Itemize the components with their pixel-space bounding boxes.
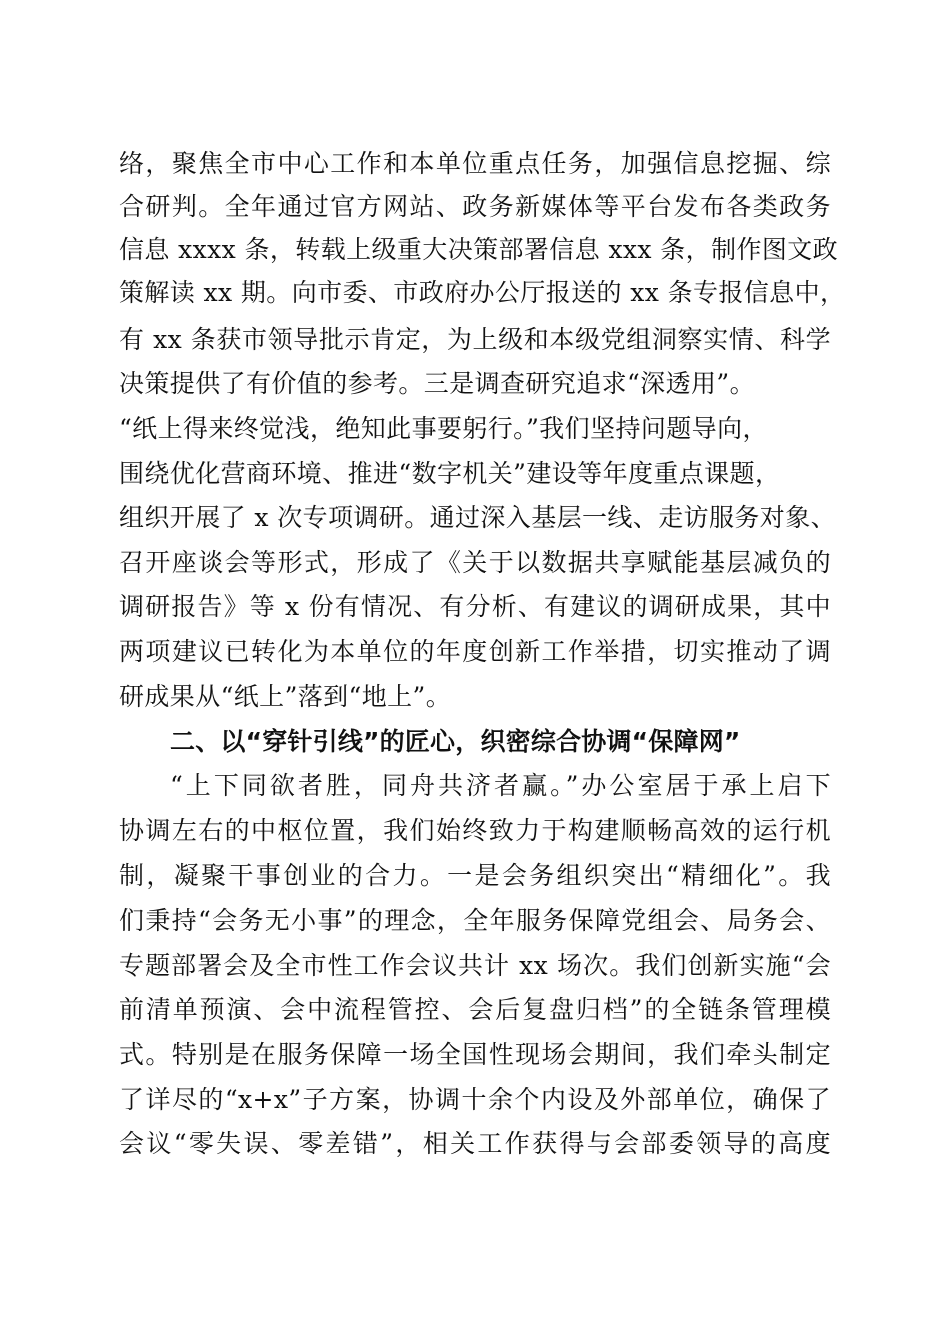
para1-line-11: 调研报告》等 x 份有情况、有分析、有建议的调研成果，其中: [119, 592, 831, 621]
para1-line-2: 合研判。全年通过官方网站、政务新媒体等平台发布各类政务: [119, 192, 831, 221]
para2-line-4: 们秉持“会务无小事”的理念，全年服务保障党组会、局务会、: [119, 906, 831, 935]
para1-line-10: 召开座谈会等形式，形成了《关于以数据共享赋能基层减负的: [119, 548, 831, 577]
para1-line-3: 信息 xxxx 条，转载上级重大决策部署信息 xxx 条，制作图文政: [119, 235, 839, 264]
para1-line-7: “纸上得来终觉浅，绝知此事要躬行。”我们坚持问题导向，: [119, 414, 768, 443]
para2-line-8: 了详尽的“x+x”子方案，协调十余个内设及外部单位，确保了: [119, 1085, 831, 1114]
para2-line-1: “上下同欲者胜，同舟共济者赢。”办公室居于承上启下: [170, 771, 831, 800]
para1-line-8: 围绕优化营商环境、推进“数字机关”建设等年度重点课题，: [119, 459, 781, 488]
para2-line-9: 会议“零失误、零差错”，相关工作获得与会部委领导的高度: [119, 1129, 831, 1158]
para2-line-5: 专题部署会及全市性工作会议共计 xx 场次。我们创新实施“会: [119, 951, 831, 980]
para1-line-9: 组织开展了 x 次专项调研。通过深入基层一线、走访服务对象、: [119, 503, 836, 532]
para2-line-2: 协调左右的中枢位置，我们始终致力于构建顺畅高效的运行机: [119, 816, 831, 845]
para2-line-3: 制，凝聚干事创业的合力。一是会务组织突出“精细化”。我: [119, 861, 831, 890]
para1-line-5: 有 xx 条获市领导批示肯定，为上级和本级党组洞察实情、科学: [119, 325, 831, 354]
para1-line-4: 策解读 xx 期。向市委、市政府办公厅报送的 xx 条专报信息中，: [119, 278, 846, 307]
para1-line-1: 络，聚焦全市中心工作和本单位重点任务，加强信息挖掘、综: [119, 149, 831, 178]
para1-line-12: 两项建议已转化为本单位的年度创新工作举措，切实推动了调: [119, 637, 831, 666]
para1-line-13: 研成果从“纸上”落到“地上”。: [119, 682, 452, 711]
para2-line-6: 前清单预演、会中流程管控、会后复盘归档”的全链条管理模: [119, 995, 831, 1024]
para2-line-7: 式。特别是在服务保障一场全国性现场会期间，我们牵头制定: [119, 1040, 831, 1069]
para1-line-6: 决策提供了有价值的参考。三是调查研究追求“深透用”。: [119, 369, 755, 398]
section-heading: 二、以“穿针引线”的匠心，织密综合协调“保障网”: [170, 727, 741, 756]
